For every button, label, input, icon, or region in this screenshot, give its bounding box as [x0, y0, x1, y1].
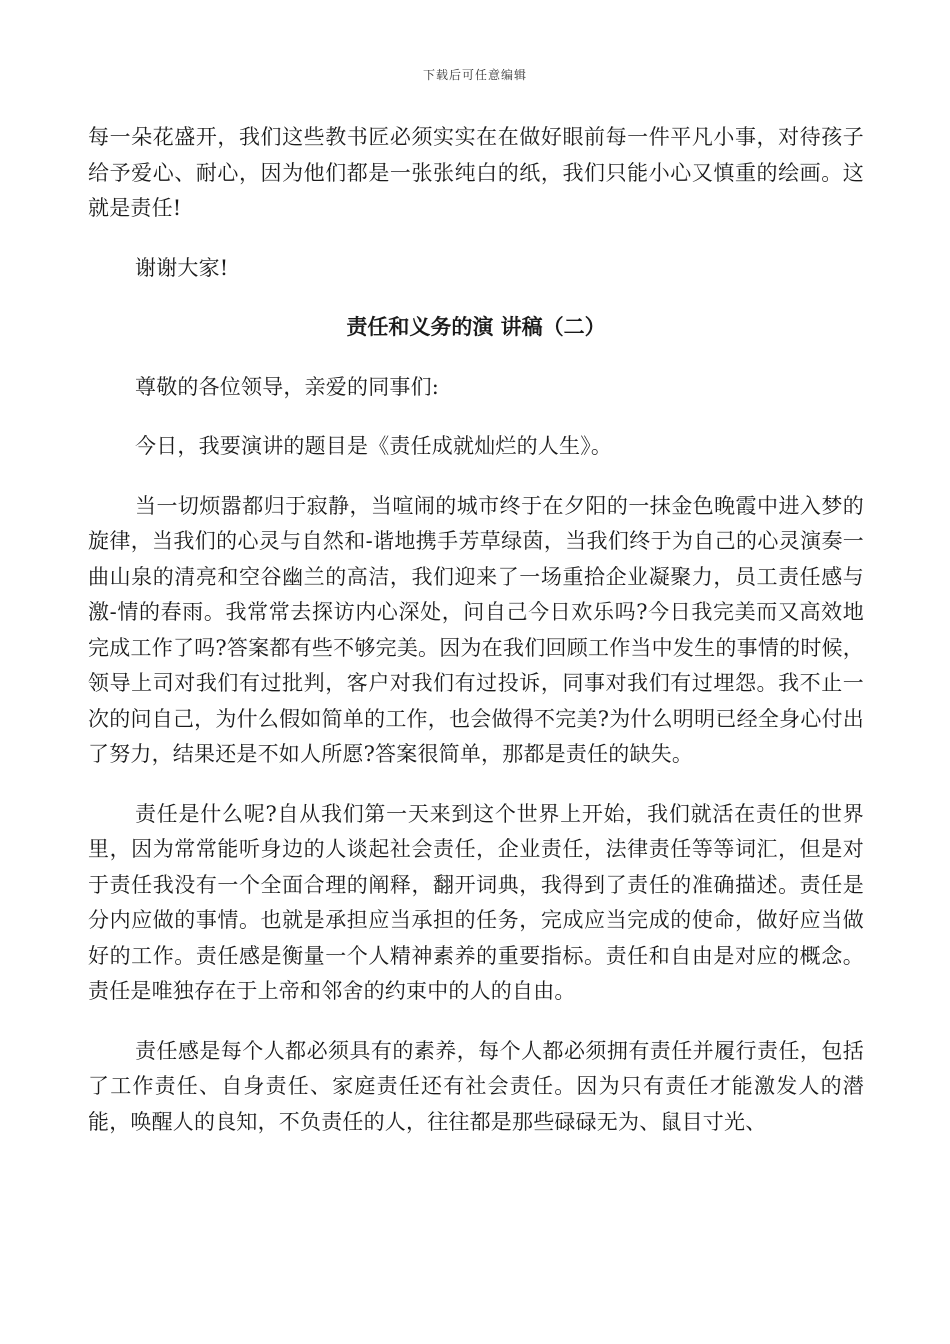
thanks-line: 谢谢大家!	[135, 255, 229, 280]
body-paragraph: 当一切烦嚣都归于寂静，当喧闹的城市终于在夕阳的一抹金色晚霞中进入梦的旋律，当我们的心灵与自然和-谐地携手芳草绿茵，当我们终于为自己的心灵演奏一曲山泉的清亮和空谷幽兰的高洁，我们迎来了一场重拾企业凝聚力，员工责任感与激-情的春雨。我常常去探访内心深处，问自己今日欢乐吗?今日我完美而又高效地完成工作了吗?答案都有些不够完美。因为在我们回顾工作当中发生的事情的时候，领导上司对我们有过批判，客户对我们有过投诉，同事对我们有过埋怨。我不止一次的问自己，为什么假如简单的工作，也会做得不完美?为什么明明已经全身心付出了努力，结果还是不如人所愿?答案很简单，那都是责任的缺失。	[88, 493, 864, 766]
speech-title: 责任和义务的演 讲稿（二）	[346, 315, 606, 339]
page-header: 下载后可任意编辑	[422, 68, 527, 82]
topic-line: 今日，我要演讲的题目是《责任成就灿烂的人生》。	[135, 434, 613, 458]
intro-paragraph: 每一朵花盛开，我们这些教书匠必须实实在在做好眼前每一件平凡小事，对待孩子给予爱心、耐心，因为他们都是一张张纯白的纸，我们只能小心又慎重的绘画。这就是责任!	[88, 125, 864, 220]
body-paragraph: 责任是什么呢?自从我们第一天来到这个世界上开始，我们就活在责任的世界里，因为常常能听身边的人谈起社会责任，企业责任，法律责任等等词汇，但是对于责任我没有一个全面合理的阐释，翻开词典，我得到了责任的准确描述。责任是分内应做的事情。也就是承担应当承担的任务，完成应当完成的使命，做好应当做好的工作。责任感是衡量一个人精神素养的重要指标。责任和自由是对应的概念。责任是唯独存在于上帝和邻舍的约束中的人的自由。	[88, 801, 864, 1003]
document-body	[88, 120, 864, 1164]
body-paragraph: 责任感是每个人都必须具有的素养，每个人都必须拥有责任并履行责任，包括了工作责任、自身责任、家庭责任还有社会责任。因为只有责任才能激发人的潜能，唤醒人的良知，不负责任的人，往往都是那些碌碌无为、鼠目寸光、	[88, 1038, 864, 1134]
salutation: 尊敬的各位领导，亲爱的同事们:	[135, 374, 440, 399]
